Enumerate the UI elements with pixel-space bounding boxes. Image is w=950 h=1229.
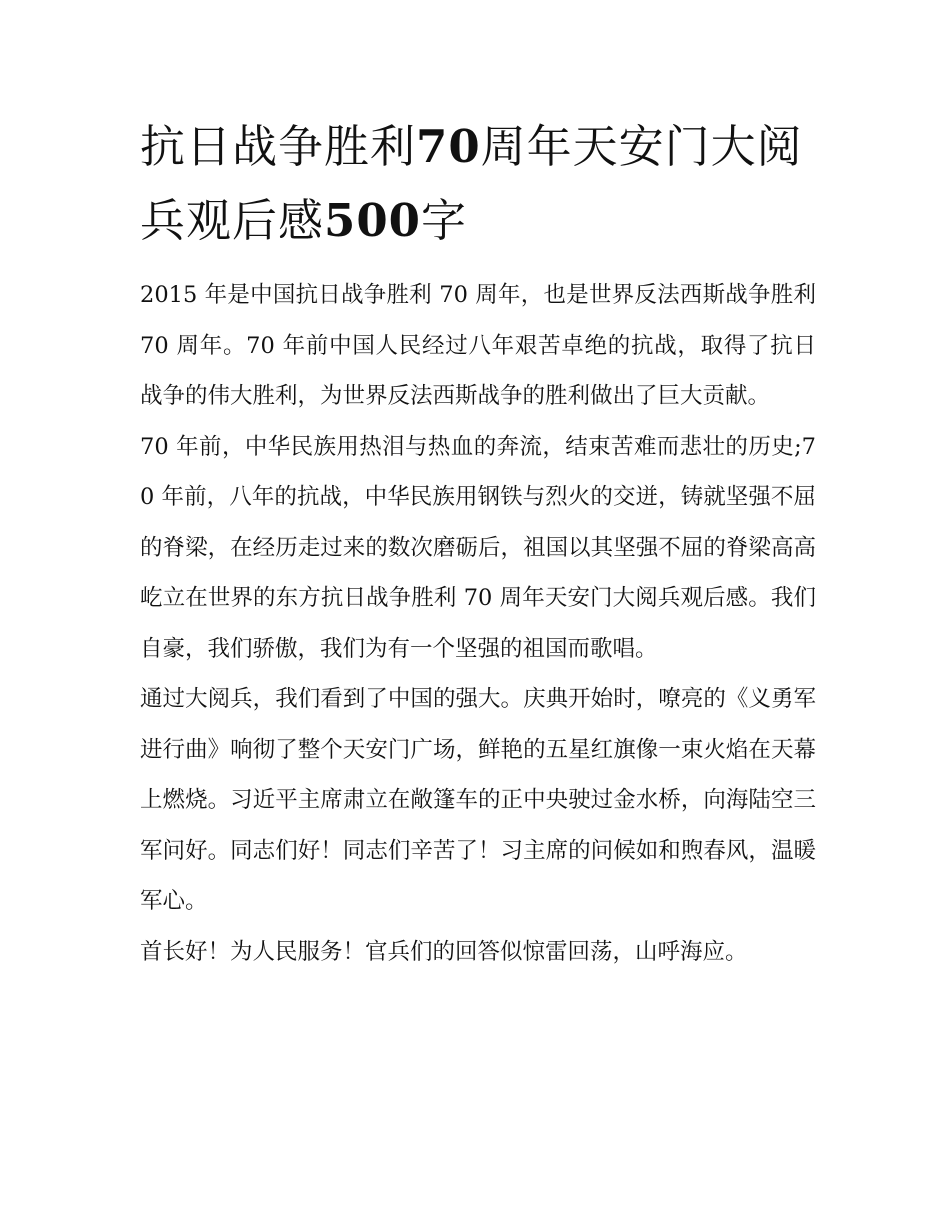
title-number-70: 70 <box>416 120 481 173</box>
document-page <box>140 110 816 977</box>
paragraph-4: 首长好！为人民服务！官兵们的回答似惊雷回荡，山呼海应。 <box>140 938 748 965</box>
paragraph-1: 2015 年是中国抗日战争胜利 70 周年，也是世界反法西斯战争胜利 70 周年。70 年前中国人民经过八年艰苦卓绝的抗战，取得了抗日战争的伟大胜利，为世界反法西斯战争的胜利做出了巨大贡献。 <box>140 282 816 409</box>
paragraph-3: 通过大阅兵，我们看到了中国的强大。庆典开始时，嘹亮的《义勇军进行曲》响彻了整个天安门广场，鲜艳的五星红旗像一束火焰在天幕上燃烧。习近平主席肃立在敞篷车的正中央驶过金水桥，向海陆空三军问好。同志们好！同志们辛苦了！习主席的问候如和煦春风，温暖军心。 <box>140 686 816 914</box>
title-text-part3: 字 <box>420 194 467 247</box>
title-text-part2: 周年天安门大阅兵观后感 <box>140 120 803 247</box>
title-text-part1: 抗日战争胜利 <box>140 120 417 173</box>
document-title <box>140 110 816 258</box>
paragraph-2: 70 年前，中华民族用热泪与热血的奔流，结束苦难而悲壮的历史;70 年前，八年的抗战，中华民族用钢铁与烈火的交迸，铸就坚强不屈的脊梁，在经历走过来的数次磨砺后，祖国以其坚强不屈的脊梁高高屹立在世界的东方抗日战争胜利 70 周年天安门大阅兵观后感。我们自豪，我们骄傲，我们为有一个坚强的祖国而歌唱。 <box>140 433 816 662</box>
title-number-500: 500 <box>324 194 421 247</box>
